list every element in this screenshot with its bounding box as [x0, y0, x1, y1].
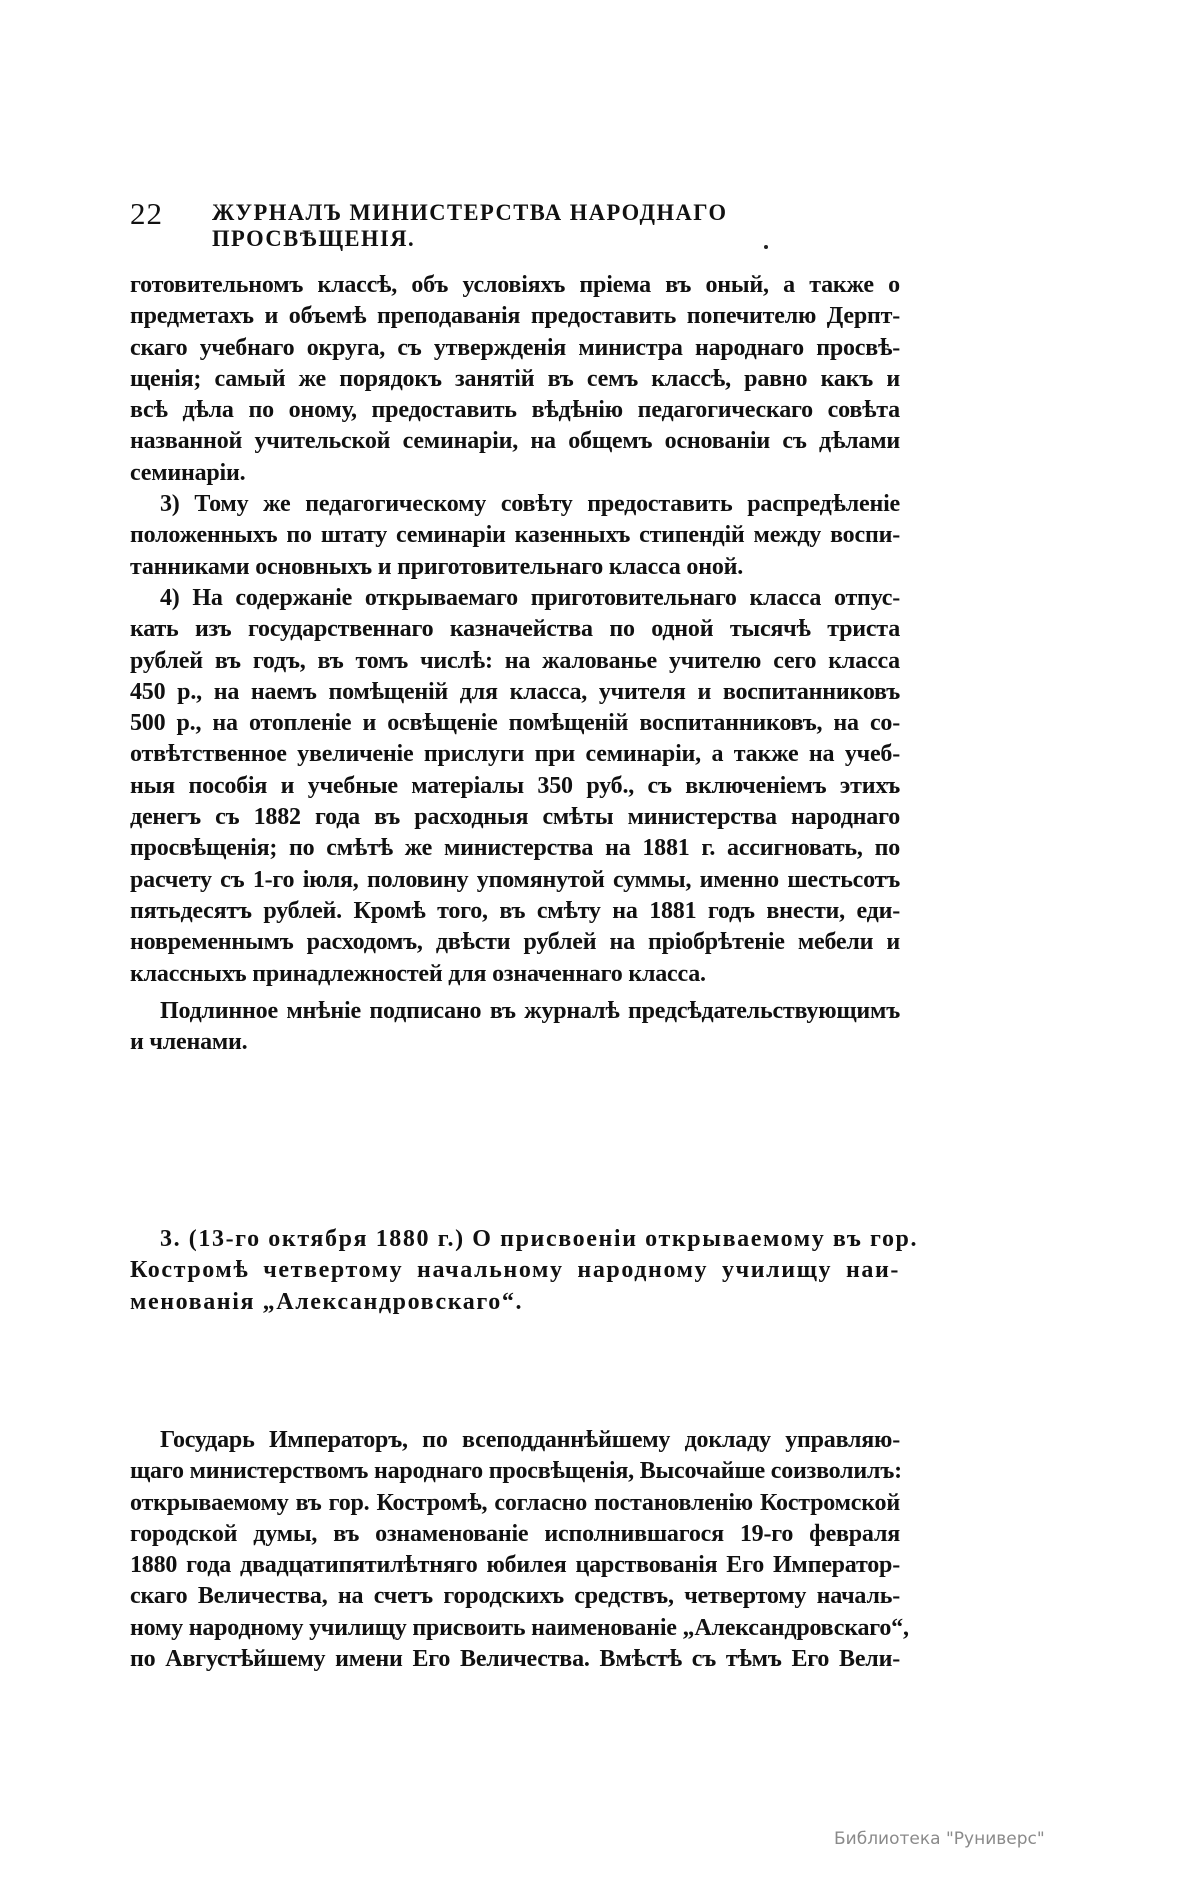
- text-line: скаго учебнаго округа, съ утвержденія министра народнаго просвѣ-: [130, 334, 900, 361]
- text-line: ному народному училищу присвоить наименованіе „Александровскаго“,: [130, 1614, 909, 1641]
- text-line: новременнымъ расходомъ, двѣсти рублей на пріобрѣтеніе мебели и: [130, 929, 900, 956]
- text-line: готовительномъ классѣ, объ условіяхъ пріема въ оный, а также о: [130, 272, 900, 298]
- text-line: классныхъ принадлежностей для означеннаго класса.: [130, 960, 706, 987]
- text-line: Государь Императоръ, по всеподданнѣйшему докладу управляю-: [160, 1427, 900, 1453]
- heading-line: менованія „Александровскаго“.: [130, 1288, 524, 1315]
- text-line: Подлинное мнѣніе подписано въ журналѣ предсѣдательствующимъ: [160, 997, 900, 1024]
- text-line: открываемому въ гор. Костромѣ, согласно постановленію Костромской: [130, 1489, 900, 1516]
- text-line: всѣ дѣла по оному, предоставить вѣдѣнію педагогическаго совѣта: [130, 397, 900, 424]
- page-header: [130, 196, 940, 251]
- page-number: 22: [130, 196, 163, 231]
- text-line: 500 р., на отопленіе и освѣщеніе помѣщеній воспитанниковъ, на со-: [130, 710, 900, 737]
- text-line: семинаріи.: [130, 459, 246, 486]
- body-text: [130, 270, 900, 1058]
- text-line: положенныхъ по штату семинаріи казенныхъ стипендій между воспи-: [130, 522, 900, 549]
- text-line: ныя пособія и учебные матеріалы 350 руб., съ включеніемъ этихъ: [130, 772, 900, 799]
- text-line: и членами.: [130, 1029, 248, 1056]
- text-line: кать изъ государственнаго казначейства по одной тысячѣ триста: [130, 616, 900, 643]
- text-line: по Августѣйшему имени Его Величества. Вмѣстѣ съ тѣмъ Его Вели-: [130, 1646, 900, 1673]
- text-line: 450 р., на наемъ помѣщеній для класса, учителя и воспитанниковъ: [130, 678, 900, 705]
- text-line: танниками основныхъ и приготовительнаго класса оной.: [130, 553, 744, 580]
- text-line: 1880 года двадцатипятилѣтняго юбилея царствованія Его Император-: [130, 1552, 900, 1579]
- print-dot-mark: [764, 245, 768, 249]
- text-line: просвѣщенія; по смѣтѣ же министерства на 1881 г. ассигновать, по: [130, 835, 900, 862]
- text-line: 3) Тому же педагогическому совѣту предоставить распредѣленіе: [160, 491, 900, 518]
- text-line: городской думы, въ ознаменованіе исполнившагося 19-го февраля: [130, 1520, 900, 1547]
- section-heading: [130, 1224, 919, 1318]
- library-watermark: Библиотека "Руниверс": [834, 1829, 1045, 1849]
- text-line: 4) На содержаніе открываемаго приготовительнаго класса отпус-: [160, 584, 900, 611]
- text-line: щаго министерствомъ народнаго просвѣщенія, Высочайше соизволилъ:: [130, 1458, 902, 1485]
- text-line: пятьдесятъ рублей. Кромѣ того, въ смѣту на 1881 годъ внести, еди-: [130, 897, 900, 924]
- running-title: ЖУРНАЛЪ МИНИСТЕРСТВА НАРОДНАГО ПРОСВѢЩЕНІЯ.: [212, 200, 728, 251]
- text-line: предметахъ и объемѣ преподаванія предоставить попечителю Дерпт-: [130, 303, 900, 330]
- heading-line: 3. (13-го октября 1880 г.) О присвоеніи открываемому въ гор.: [160, 1226, 919, 1252]
- text-line: скаго Величества, на счетъ городскихъ средствъ, четвертому началь-: [130, 1583, 900, 1610]
- text-line: расчету съ 1-го іюля, половину упомянутой суммы, именно шестьсотъ: [130, 866, 900, 893]
- decree-text: [130, 1425, 909, 1675]
- text-line: рублей въ годъ, въ томъ числѣ: на жалованье учителю сего класса: [130, 647, 900, 674]
- text-line: щенія; самый же порядокъ занятій въ семъ классѣ, равно какъ и: [130, 365, 900, 392]
- heading-line: Костромѣ четвертому начальному народному училищу наи-: [130, 1257, 900, 1284]
- text-line: названной учительской семинаріи, на общемъ основаніи съ дѣлами: [130, 428, 900, 455]
- text-line: отвѣтственное увеличеніе прислуги при семинаріи, а также на учеб-: [130, 741, 900, 768]
- text-line: денегъ съ 1882 года въ расходныя смѣты министерства народнаго: [130, 804, 900, 831]
